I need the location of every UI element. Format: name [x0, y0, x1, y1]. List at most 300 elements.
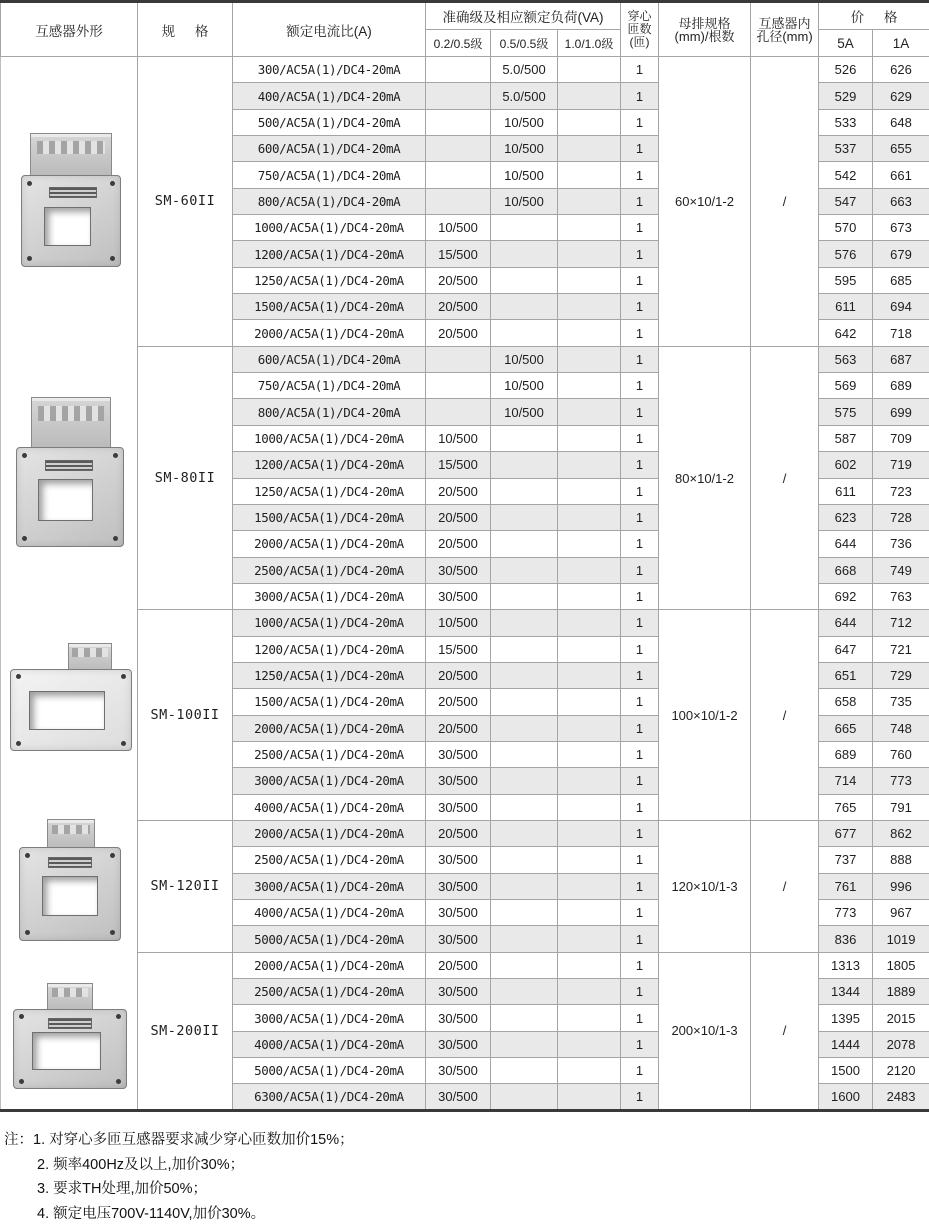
va-02-cell: 30/500 [426, 768, 491, 794]
va-05-cell [491, 504, 558, 530]
turns-cell: 1 [621, 768, 659, 794]
transformer-photo-sm-100ii [10, 643, 130, 749]
va-02-cell: 30/500 [426, 557, 491, 583]
ratio-cell: 5000/AC5A(1)/DC4-20mA [233, 926, 426, 952]
spec-cell: SM-120II [138, 820, 233, 952]
va-02-cell: 30/500 [426, 794, 491, 820]
va-02-cell: 20/500 [426, 662, 491, 688]
ratio-cell: 4000/AC5A(1)/DC4-20mA [233, 900, 426, 926]
price-5a-cell: 737 [819, 847, 873, 873]
va-02-cell [426, 136, 491, 162]
transformer-photo-sm-200ii [13, 983, 125, 1089]
table-header [1, 2, 929, 57]
footnote-line-2 [4, 1153, 354, 1178]
spec-cell: SM-80II [138, 346, 233, 609]
price-5a-cell: 773 [819, 900, 873, 926]
table-row [1, 346, 929, 372]
busbar-cell: 120×10/1-3 [659, 820, 751, 952]
turns-cell: 1 [621, 1084, 659, 1110]
va-10-cell [558, 531, 621, 557]
va-02-cell: 20/500 [426, 504, 491, 530]
va-02-cell: 30/500 [426, 979, 491, 1005]
va-05-cell [491, 320, 558, 346]
ratio-cell: 800/AC5A(1)/DC4-20mA [233, 399, 426, 425]
ratio-cell: 1200/AC5A(1)/DC4-20mA [233, 452, 426, 478]
va-05-cell: 10/500 [491, 188, 558, 214]
va-02-cell [426, 399, 491, 425]
turns-cell: 1 [621, 1005, 659, 1031]
va-02-cell: 10/500 [426, 610, 491, 636]
turns-cell: 1 [621, 373, 659, 399]
core-window [38, 479, 93, 520]
turns-cell: 1 [621, 215, 659, 241]
price-1a-cell: 712 [873, 610, 929, 636]
footnote-line-1 [4, 1128, 354, 1153]
busbar-cell: 200×10/1-3 [659, 952, 751, 1110]
price-1a-cell: 862 [873, 820, 929, 846]
va-05-cell: 10/500 [491, 373, 558, 399]
va-10-cell [558, 320, 621, 346]
header-shape: 互感器外形 [1, 2, 138, 57]
price-1a-cell: 791 [873, 794, 929, 820]
price-5a-cell: 714 [819, 768, 873, 794]
nameplate [48, 1018, 93, 1029]
header-spec: 规 格 [138, 2, 233, 57]
va-10-cell [558, 873, 621, 899]
va-10-cell [558, 425, 621, 451]
header-hole-line2: 孔径(mm) [753, 30, 816, 43]
va-02-cell [426, 162, 491, 188]
turns-cell: 1 [621, 241, 659, 267]
turns-cell: 1 [621, 83, 659, 109]
turns-cell: 1 [621, 847, 659, 873]
ratio-cell: 6300/AC5A(1)/DC4-20mA [233, 1084, 426, 1110]
va-10-cell [558, 979, 621, 1005]
va-10-cell [558, 1005, 621, 1031]
price-5a-cell: 570 [819, 215, 873, 241]
table-row [1, 57, 929, 83]
terminal-block [30, 133, 112, 179]
price-5a-cell: 526 [819, 57, 873, 83]
ratio-cell: 2500/AC5A(1)/DC4-20mA [233, 557, 426, 583]
busbar-cell: 60×10/1-2 [659, 57, 751, 347]
turns-cell: 1 [621, 820, 659, 846]
va-02-cell [426, 57, 491, 83]
va-02-cell: 30/500 [426, 1005, 491, 1031]
price-1a-cell: 763 [873, 583, 929, 609]
price-5a-cell: 658 [819, 689, 873, 715]
va-05-cell [491, 662, 558, 688]
va-02-cell: 30/500 [426, 741, 491, 767]
ratio-cell: 400/AC5A(1)/DC4-20mA [233, 83, 426, 109]
core-window [44, 207, 91, 247]
va-10-cell [558, 1084, 621, 1110]
turns-cell: 1 [621, 610, 659, 636]
price-5a-cell: 1395 [819, 1005, 873, 1031]
price-5a-cell: 547 [819, 188, 873, 214]
core-window [32, 1032, 101, 1070]
transformer-photos [1, 57, 138, 1109]
price-1a-cell: 719 [873, 452, 929, 478]
turns-cell: 1 [621, 979, 659, 1005]
va-02-cell: 10/500 [426, 425, 491, 451]
va-05-cell: 10/500 [491, 399, 558, 425]
header-price-1a: 1A [873, 30, 929, 57]
ratio-cell: 600/AC5A(1)/DC4-20mA [233, 136, 426, 162]
va-02-cell: 10/500 [426, 215, 491, 241]
price-5a-cell: 761 [819, 873, 873, 899]
hole-cell: / [751, 610, 819, 821]
turns-cell: 1 [621, 952, 659, 978]
va-05-cell: 10/500 [491, 109, 558, 135]
va-05-cell [491, 267, 558, 293]
va-05-cell [491, 583, 558, 609]
ratio-cell: 3000/AC5A(1)/DC4-20mA [233, 1005, 426, 1031]
header-busbar-line2: (mm)/根数 [661, 30, 748, 43]
va-02-cell: 15/500 [426, 452, 491, 478]
va-02-cell: 30/500 [426, 847, 491, 873]
header-turns-line3: (匝) [623, 36, 656, 49]
price-5a-cell: 642 [819, 320, 873, 346]
ratio-cell: 2500/AC5A(1)/DC4-20mA [233, 847, 426, 873]
header-accuracy-group: 准确级及相应额定负荷(VA) [426, 2, 621, 30]
va-02-cell: 20/500 [426, 715, 491, 741]
price-1a-cell: 728 [873, 504, 929, 530]
header-hole [751, 2, 819, 57]
va-02-cell [426, 109, 491, 135]
price-1a-cell: 689 [873, 373, 929, 399]
price-5a-cell: 1500 [819, 1058, 873, 1084]
va-02-cell: 20/500 [426, 320, 491, 346]
transformer-body [21, 175, 121, 267]
va-05-cell [491, 241, 558, 267]
price-5a-cell: 665 [819, 715, 873, 741]
ratio-cell: 300/AC5A(1)/DC4-20mA [233, 57, 426, 83]
va-10-cell [558, 452, 621, 478]
price-1a-cell: 773 [873, 768, 929, 794]
va-10-cell [558, 952, 621, 978]
ratio-cell: 1500/AC5A(1)/DC4-20mA [233, 294, 426, 320]
turns-cell: 1 [621, 267, 659, 293]
price-5a-cell: 595 [819, 267, 873, 293]
nameplate [49, 187, 96, 198]
turns-cell: 1 [621, 636, 659, 662]
va-10-cell [558, 478, 621, 504]
price-5a-cell: 533 [819, 109, 873, 135]
table-row [1, 820, 929, 846]
price-1a-cell: 748 [873, 715, 929, 741]
va-10-cell [558, 583, 621, 609]
ratio-cell: 2000/AC5A(1)/DC4-20mA [233, 820, 426, 846]
va-05-cell [491, 215, 558, 241]
price-5a-cell: 1444 [819, 1031, 873, 1057]
va-02-cell: 30/500 [426, 926, 491, 952]
ratio-cell: 1250/AC5A(1)/DC4-20mA [233, 267, 426, 293]
va-10-cell [558, 768, 621, 794]
price-1a-cell: 1805 [873, 952, 929, 978]
header-hole-line1: 互感器内 [753, 17, 816, 30]
hole-cell: / [751, 346, 819, 609]
footnotes [4, 1128, 354, 1226]
va-02-cell: 30/500 [426, 873, 491, 899]
turns-cell: 1 [621, 715, 659, 741]
va-05-cell [491, 768, 558, 794]
price-1a-cell: 648 [873, 109, 929, 135]
price-5a-cell: 623 [819, 504, 873, 530]
va-10-cell [558, 820, 621, 846]
core-window [42, 876, 98, 917]
turns-cell: 1 [621, 900, 659, 926]
va-05-cell [491, 794, 558, 820]
ratio-cell: 1250/AC5A(1)/DC4-20mA [233, 478, 426, 504]
va-10-cell [558, 636, 621, 662]
transformer-body [13, 1009, 127, 1089]
header-accuracy-10: 1.0/1.0级 [558, 30, 621, 57]
va-05-cell [491, 531, 558, 557]
va-02-cell: 20/500 [426, 820, 491, 846]
price-1a-cell: 967 [873, 900, 929, 926]
price-1a-cell: 888 [873, 847, 929, 873]
footnote-line-3 [4, 1177, 354, 1202]
price-1a-cell: 629 [873, 83, 929, 109]
price-5a-cell: 765 [819, 794, 873, 820]
hole-cell: / [751, 952, 819, 1110]
price-5a-cell: 542 [819, 162, 873, 188]
va-02-cell: 20/500 [426, 952, 491, 978]
va-05-cell [491, 873, 558, 899]
va-05-cell [491, 294, 558, 320]
va-05-cell [491, 741, 558, 767]
ratio-cell: 2000/AC5A(1)/DC4-20mA [233, 320, 426, 346]
va-05-cell [491, 820, 558, 846]
va-10-cell [558, 83, 621, 109]
price-1a-cell: 2015 [873, 1005, 929, 1031]
turns-cell: 1 [621, 320, 659, 346]
turns-cell: 1 [621, 504, 659, 530]
footnote-item: 2. 频率400Hz及以上,加价30%； [37, 1157, 244, 1173]
va-10-cell [558, 188, 621, 214]
ratio-cell: 1000/AC5A(1)/DC4-20mA [233, 425, 426, 451]
va-05-cell [491, 425, 558, 451]
ratio-cell: 4000/AC5A(1)/DC4-20mA [233, 1031, 426, 1057]
ratio-cell: 1000/AC5A(1)/DC4-20mA [233, 610, 426, 636]
transformer-photo-sm-120ii [19, 819, 119, 939]
table-row [1, 610, 929, 636]
price-5a-cell: 529 [819, 83, 873, 109]
spec-cell: SM-100II [138, 610, 233, 821]
nameplate [48, 857, 92, 868]
shape-cell [1, 57, 138, 1111]
turns-cell: 1 [621, 662, 659, 688]
price-5a-cell: 587 [819, 425, 873, 451]
price-1a-cell: 749 [873, 557, 929, 583]
price-5a-cell: 836 [819, 926, 873, 952]
va-10-cell [558, 689, 621, 715]
va-05-cell [491, 1084, 558, 1110]
price-1a-cell: 687 [873, 346, 929, 372]
va-02-cell: 30/500 [426, 1058, 491, 1084]
va-05-cell: 10/500 [491, 162, 558, 188]
va-10-cell [558, 162, 621, 188]
turns-cell: 1 [621, 557, 659, 583]
va-02-cell: 20/500 [426, 531, 491, 557]
price-1a-cell: 626 [873, 57, 929, 83]
price-1a-cell: 655 [873, 136, 929, 162]
turns-cell: 1 [621, 689, 659, 715]
va-02-cell: 20/500 [426, 294, 491, 320]
va-05-cell [491, 689, 558, 715]
va-05-cell [491, 610, 558, 636]
price-5a-cell: 644 [819, 610, 873, 636]
va-05-cell: 5.0/500 [491, 83, 558, 109]
footnote-item: 4. 额定电压700V-1140V,加价30%。 [37, 1206, 265, 1222]
ratio-cell: 1200/AC5A(1)/DC4-20mA [233, 241, 426, 267]
price-5a-cell: 563 [819, 346, 873, 372]
va-02-cell: 20/500 [426, 478, 491, 504]
ratio-cell: 2500/AC5A(1)/DC4-20mA [233, 741, 426, 767]
header-price-5a: 5A [819, 30, 873, 57]
va-10-cell [558, 926, 621, 952]
price-5a-cell: 1313 [819, 952, 873, 978]
price-1a-cell: 721 [873, 636, 929, 662]
turns-cell: 1 [621, 452, 659, 478]
header-turns-line2: 匝数 [623, 23, 656, 36]
va-02-cell: 30/500 [426, 900, 491, 926]
price-1a-cell: 694 [873, 294, 929, 320]
turns-cell: 1 [621, 346, 659, 372]
va-02-cell [426, 373, 491, 399]
va-10-cell [558, 373, 621, 399]
transformer-photo-sm-60ii [21, 133, 119, 267]
va-10-cell [558, 662, 621, 688]
price-5a-cell: 677 [819, 820, 873, 846]
transformer-body [19, 847, 121, 941]
ratio-cell: 1500/AC5A(1)/DC4-20mA [233, 689, 426, 715]
hole-cell: / [751, 820, 819, 952]
va-10-cell [558, 715, 621, 741]
ratio-cell: 4000/AC5A(1)/DC4-20mA [233, 794, 426, 820]
price-1a-cell: 2483 [873, 1084, 929, 1110]
ratio-cell: 800/AC5A(1)/DC4-20mA [233, 188, 426, 214]
ratio-cell: 2000/AC5A(1)/DC4-20mA [233, 531, 426, 557]
va-10-cell [558, 241, 621, 267]
va-05-cell [491, 979, 558, 1005]
va-10-cell [558, 267, 621, 293]
price-1a-cell: 760 [873, 741, 929, 767]
va-10-cell [558, 557, 621, 583]
ratio-cell: 500/AC5A(1)/DC4-20mA [233, 109, 426, 135]
ratio-cell: 1000/AC5A(1)/DC4-20mA [233, 215, 426, 241]
price-1a-cell: 718 [873, 320, 929, 346]
ratio-cell: 3000/AC5A(1)/DC4-20mA [233, 768, 426, 794]
turns-cell: 1 [621, 794, 659, 820]
ratio-cell: 2500/AC5A(1)/DC4-20mA [233, 979, 426, 1005]
transformer-photo-sm-80ii [16, 397, 122, 545]
header-accuracy-05: 0.5/0.5级 [491, 30, 558, 57]
va-10-cell [558, 215, 621, 241]
va-02-cell [426, 83, 491, 109]
ratio-cell: 2000/AC5A(1)/DC4-20mA [233, 715, 426, 741]
header-busbar [659, 2, 751, 57]
spec-cell: SM-60II [138, 57, 233, 347]
ratio-cell: 2000/AC5A(1)/DC4-20mA [233, 952, 426, 978]
ratio-cell: 750/AC5A(1)/DC4-20mA [233, 162, 426, 188]
price-1a-cell: 673 [873, 215, 929, 241]
va-10-cell [558, 399, 621, 425]
turns-cell: 1 [621, 399, 659, 425]
footnote-item: 3. 要求TH处理,加价50%； [37, 1181, 207, 1197]
turns-cell: 1 [621, 1031, 659, 1057]
va-02-cell: 20/500 [426, 689, 491, 715]
footnote-item: 1. 对穿心多匝互感器要求减少穿心匝数加价15%； [33, 1132, 354, 1148]
price-5a-cell: 569 [819, 373, 873, 399]
va-05-cell [491, 557, 558, 583]
table-body [1, 57, 929, 1111]
va-05-cell [491, 952, 558, 978]
price-5a-cell: 575 [819, 399, 873, 425]
va-02-cell [426, 346, 491, 372]
price-5a-cell: 602 [819, 452, 873, 478]
va-02-cell: 15/500 [426, 636, 491, 662]
va-10-cell [558, 741, 621, 767]
price-1a-cell: 699 [873, 399, 929, 425]
turns-cell: 1 [621, 741, 659, 767]
ratio-cell: 1200/AC5A(1)/DC4-20mA [233, 636, 426, 662]
price-5a-cell: 668 [819, 557, 873, 583]
nameplate [45, 460, 94, 471]
turns-cell: 1 [621, 531, 659, 557]
header-turns-line1: 穿心 [623, 10, 656, 23]
va-05-cell [491, 715, 558, 741]
price-1a-cell: 679 [873, 241, 929, 267]
price-5a-cell: 651 [819, 662, 873, 688]
va-05-cell: 5.0/500 [491, 57, 558, 83]
va-02-cell [426, 188, 491, 214]
va-10-cell [558, 136, 621, 162]
va-10-cell [558, 847, 621, 873]
spec-cell: SM-200II [138, 952, 233, 1110]
va-02-cell: 30/500 [426, 1084, 491, 1110]
core-window [29, 691, 105, 730]
va-05-cell: 10/500 [491, 136, 558, 162]
turns-cell: 1 [621, 478, 659, 504]
turns-cell: 1 [621, 873, 659, 899]
header-turns [621, 2, 659, 57]
price-5a-cell: 647 [819, 636, 873, 662]
price-5a-cell: 1600 [819, 1084, 873, 1110]
va-05-cell [491, 900, 558, 926]
price-5a-cell: 611 [819, 478, 873, 504]
price-1a-cell: 1889 [873, 979, 929, 1005]
price-5a-cell: 576 [819, 241, 873, 267]
va-10-cell [558, 900, 621, 926]
ratio-cell: 600/AC5A(1)/DC4-20mA [233, 346, 426, 372]
ratio-cell: 3000/AC5A(1)/DC4-20mA [233, 873, 426, 899]
price-5a-cell: 1344 [819, 979, 873, 1005]
va-10-cell [558, 109, 621, 135]
price-1a-cell: 1019 [873, 926, 929, 952]
price-1a-cell: 663 [873, 188, 929, 214]
va-10-cell [558, 504, 621, 530]
turns-cell: 1 [621, 583, 659, 609]
va-02-cell: 30/500 [426, 583, 491, 609]
turns-cell: 1 [621, 162, 659, 188]
va-02-cell: 30/500 [426, 1031, 491, 1057]
header-price-group: 价 格 [819, 2, 929, 30]
price-1a-cell: 2078 [873, 1031, 929, 1057]
turns-cell: 1 [621, 926, 659, 952]
va-05-cell [491, 926, 558, 952]
